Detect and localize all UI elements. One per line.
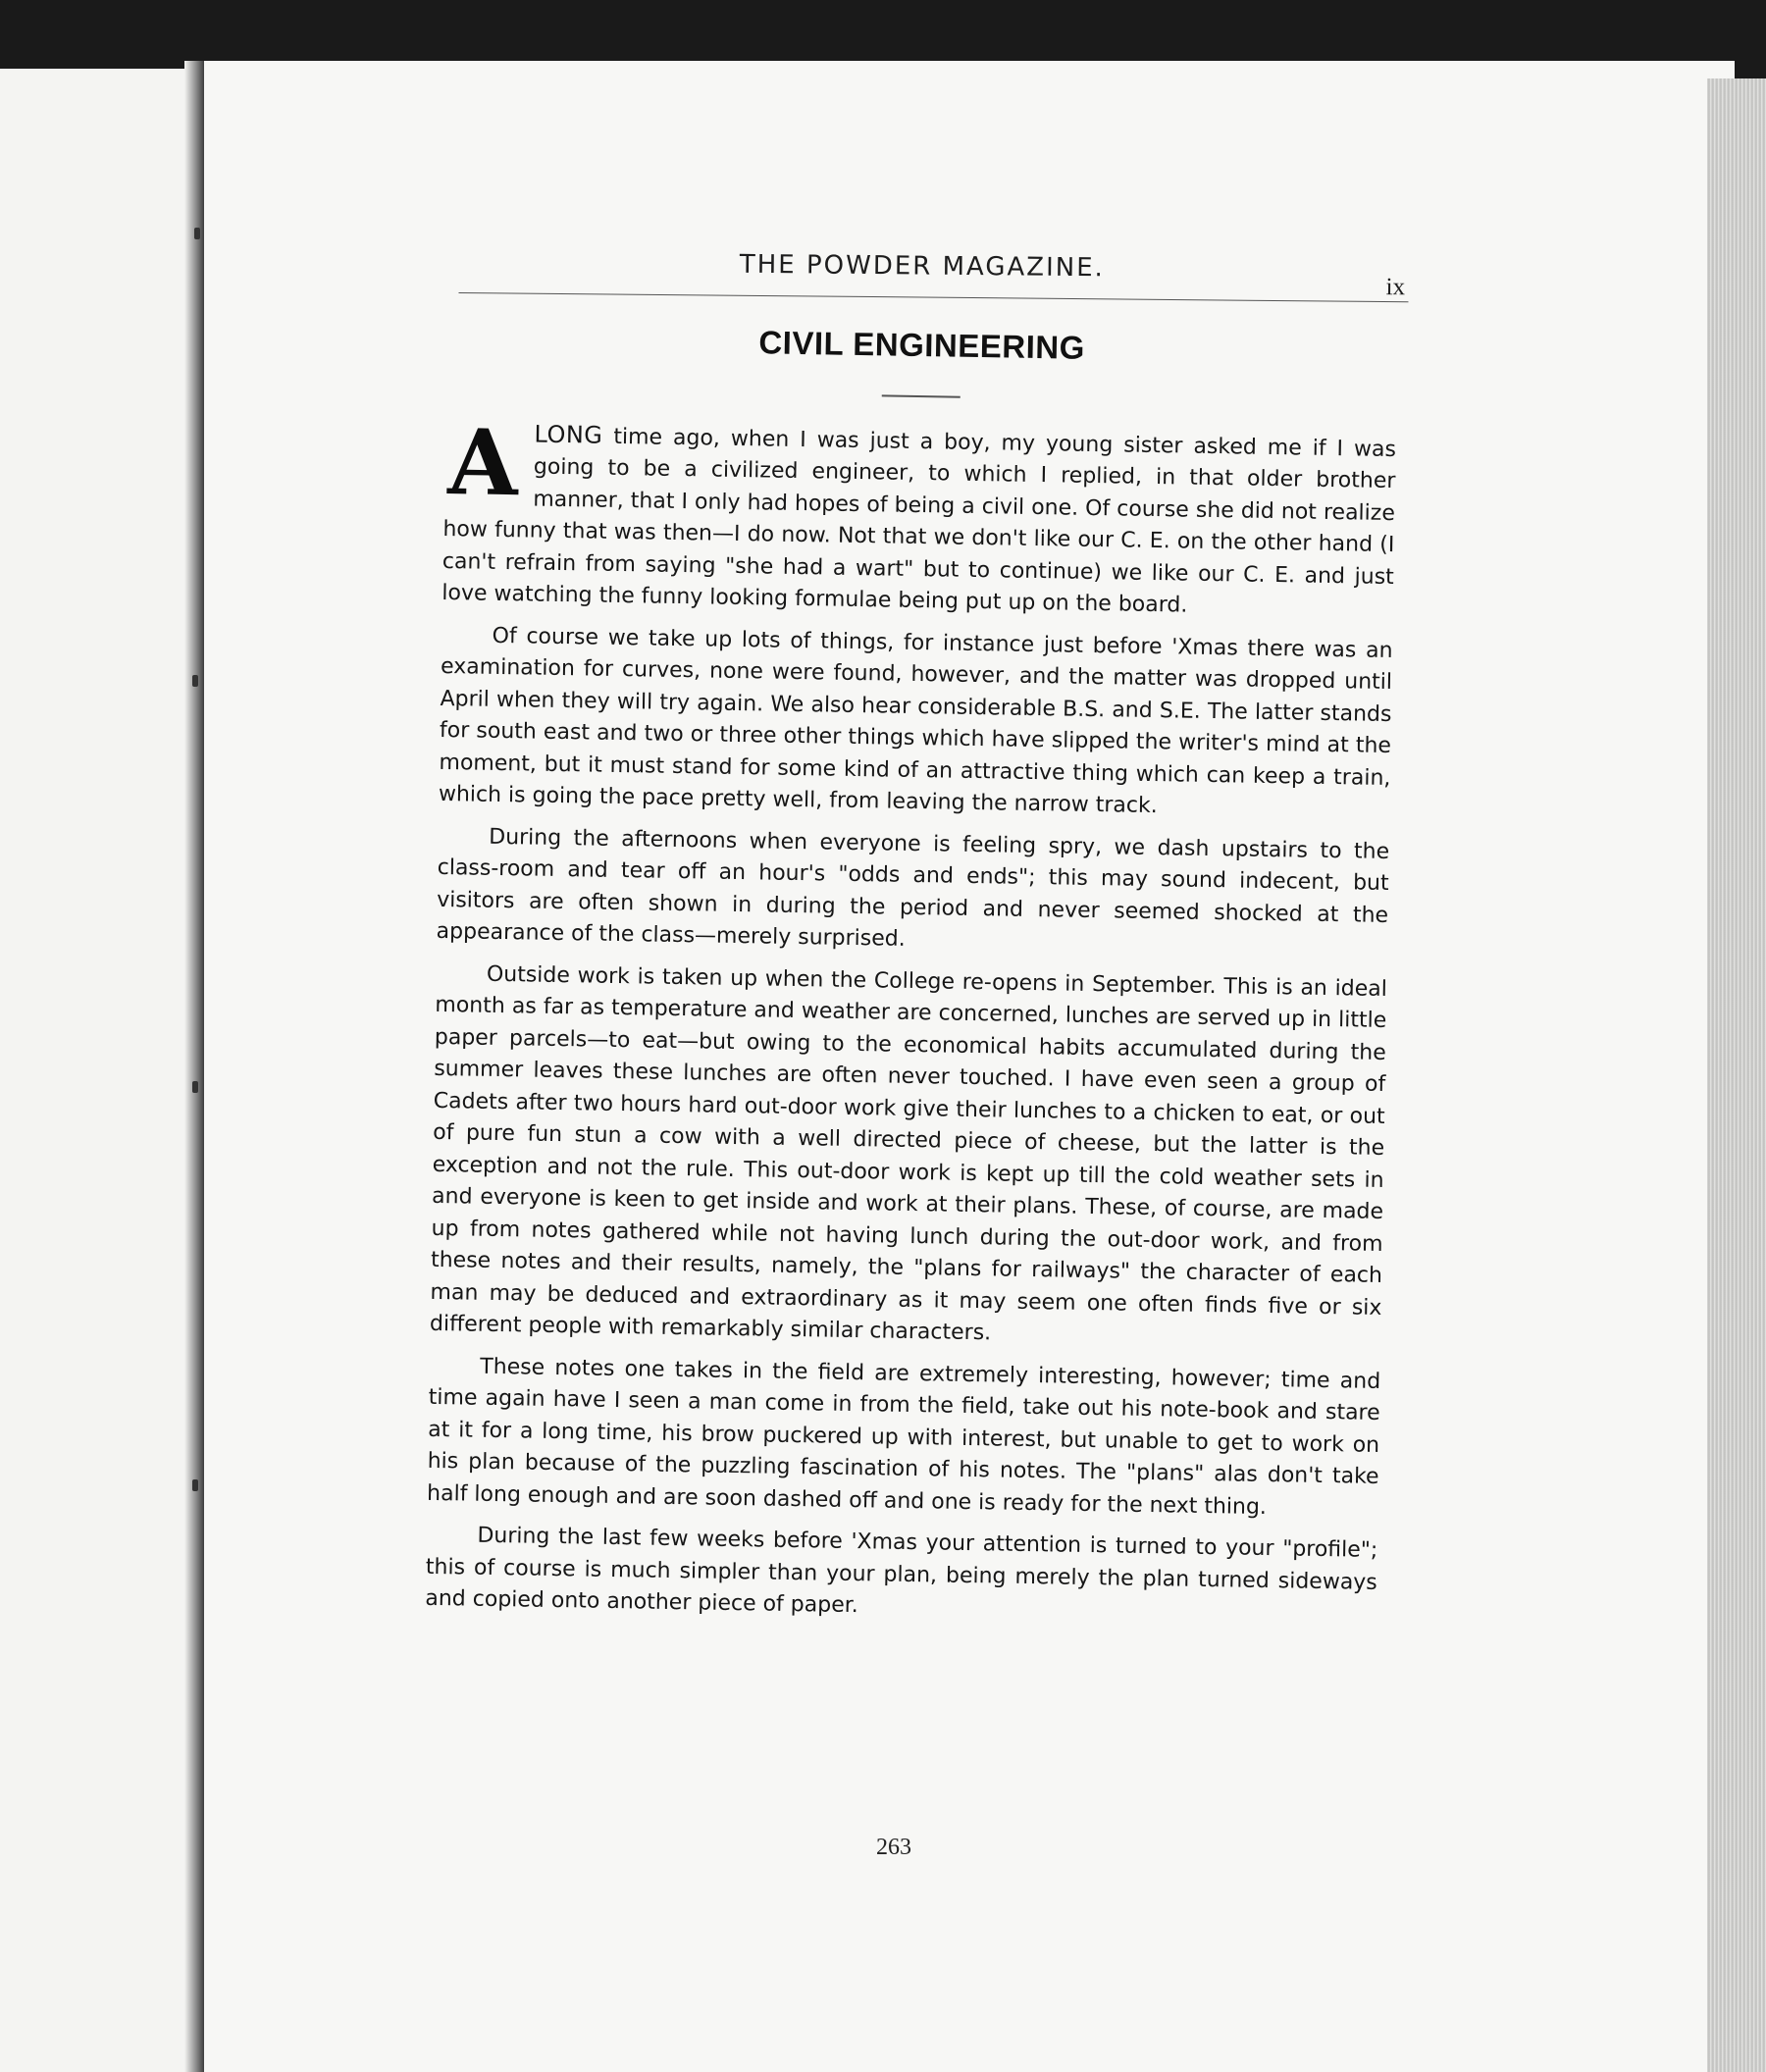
page-edges [1707, 78, 1766, 2072]
paragraph-text: time ago, when I was just a boy, my young sister asked me if I was going to be a civilized engineer, to which I replied, in that older brother manner, that I only had hopes of being a civil one. Of course she did not realize how funny that was then—I do now. Not that we don't like our C. E. on the other hand (I can't refrain from saying "she had a wart" but to continue) we like our C. E. and just love watching the funny looking formulae being put up on the board. [442, 424, 1397, 618]
binding-mark [194, 228, 200, 239]
article [425, 319, 1398, 1640]
title-rule [882, 394, 961, 397]
binding-mark [192, 675, 198, 687]
drop-cap: A [446, 408, 519, 516]
paragraph-4: Outside work is taken up when the College re-opens in September. This is an ideal month as far as temperature and weather are concerned, lunches are served up in little paper parcels—to eat—but owing to the economical habits accumulated during the summer leaves these lunches are often never touched. I have even seen a group of Cadets after two hours hard out-door work give their lunches to a chicken to eat, or out of pure fun stun a cow with a well directed piece of cheese, but the latter is the exception and not the rule. This out-door work is kept up till the cold weather sets in and everyone is keen to get inside and work at their plans. These, of course, are made up from notes gathered while not having lunch during the out-door work, and from these notes and their results, namely, the "plans for railways" the character of each man may be deduced and extraordinary as it may seem one often finds five or six different people with remarkably similar characters. [429, 961, 1388, 1346]
running-head [459, 243, 1409, 302]
page-number: 263 [876, 1835, 911, 1860]
paragraph-5: These notes one takes in the field are extremely interesting, however; time and time again have I seen a man come in from the field, take out his note-book and stare at it for a long time, his brow puckered up with interest, but unable to get to work on his plan because of the puzzling fascination of his notes. The "plans" alas don't take half long enough and are soon dashed off and one is ready for the next thing. [426, 1354, 1381, 1520]
left-page [0, 69, 201, 2072]
running-head-title: THE POWDER MAGAZINE. [739, 249, 1106, 284]
binding-mark [192, 1479, 198, 1491]
paragraph-2: Of course we take up lots of things, for instance just before 'Xmas there was an examination for curves, none were found, however, and the matter was dropped until April when they will try again. We also hear considerable B.S. and S.E. The latter stands for south east and two or three other things which have slipped the writer's mind at the moment, but it must stand for some kind of an attractive thing which can keep a train, which is going the pace pretty well, from leaving the narrow track. [438, 623, 1393, 819]
paragraph-6: During the last few weeks before 'Xmas your attention is turned to your "profile"; this of course is much simpler than your plan, being merely the plan turned sideways and copied onto another piece of paper. [425, 1523, 1378, 1619]
paragraph-3: During the afternoons when everyone is feeling spry, we dash upstairs to the class-room and tear off an hour's "odds and ends"; this may sound indecent, but visitors are often shown in during the period and never seemed shocked at the appearance of the class—merely surprised. [436, 824, 1390, 952]
binding-mark [192, 1081, 198, 1093]
lead-word: LONG [534, 420, 603, 449]
article-title: CIVIL ENGINEERING [758, 324, 1086, 366]
book-gutter [184, 61, 206, 2072]
folio-number: ix [1385, 274, 1406, 301]
paragraph-1 [442, 408, 1397, 625]
